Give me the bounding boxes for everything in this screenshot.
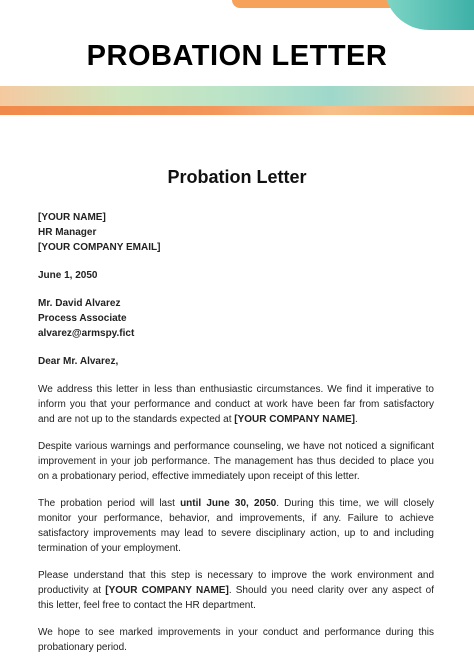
paragraph-5: We hope to see marked improvements in your conduct and performance during this probationary period.: [38, 627, 434, 653]
paragraph-1: We address this letter in less than enthusiastic circumstances. We find it imperative to inform you that your performance and conduct at work have been far from satisfactory and are not up to the standards expected at [YOUR COMPANY NAME].: [38, 384, 434, 425]
sender-block: [38, 210, 434, 255]
decorative-orange-bar: [232, 0, 402, 8]
decorative-teal-shape: [384, 0, 474, 30]
decorative-gradient-band: [0, 86, 474, 106]
decorative-orange-band: [0, 106, 474, 115]
recipient-title: Process Associate: [38, 313, 127, 324]
paragraph-3: The probation period will last until June 30, 2050. During this time, we will closely monitor your performance, behavior, and improvements, if any. Failure to achieve satisfactory improvements may lead to severe disciplinary action, up to and including termination of your employment.: [38, 498, 434, 554]
document-title: Probation Letter: [167, 167, 307, 187]
sender-title: HR Manager: [38, 227, 97, 238]
recipient-block: [38, 296, 434, 341]
letter-date: June 1, 2050: [38, 270, 98, 281]
recipient-name: Mr. David Alvarez: [38, 298, 121, 309]
sender-name: [YOUR NAME]: [38, 212, 106, 223]
salutation: Dear Mr. Alvarez,: [38, 356, 119, 367]
banner-title: PROBATION LETTER: [86, 40, 388, 72]
letter-body: [38, 210, 434, 667]
paragraph-4: Please understand that this step is necessary to improve the work environment and productivity at [YOUR COMPANY NAME]. Should you need clarity over any aspect of this letter, feel free to contact the HR department.: [38, 570, 434, 611]
recipient-email: alvarez@armspy.fict: [38, 328, 135, 339]
sender-email: [YOUR COMPANY EMAIL]: [38, 242, 161, 253]
paragraph-2: Despite various warnings and performance counseling, we have not noticed a significant improvement in your job performance. The management has thus decided to place you on a probationary period, effective immediately upon receipt of this letter.: [38, 441, 434, 482]
